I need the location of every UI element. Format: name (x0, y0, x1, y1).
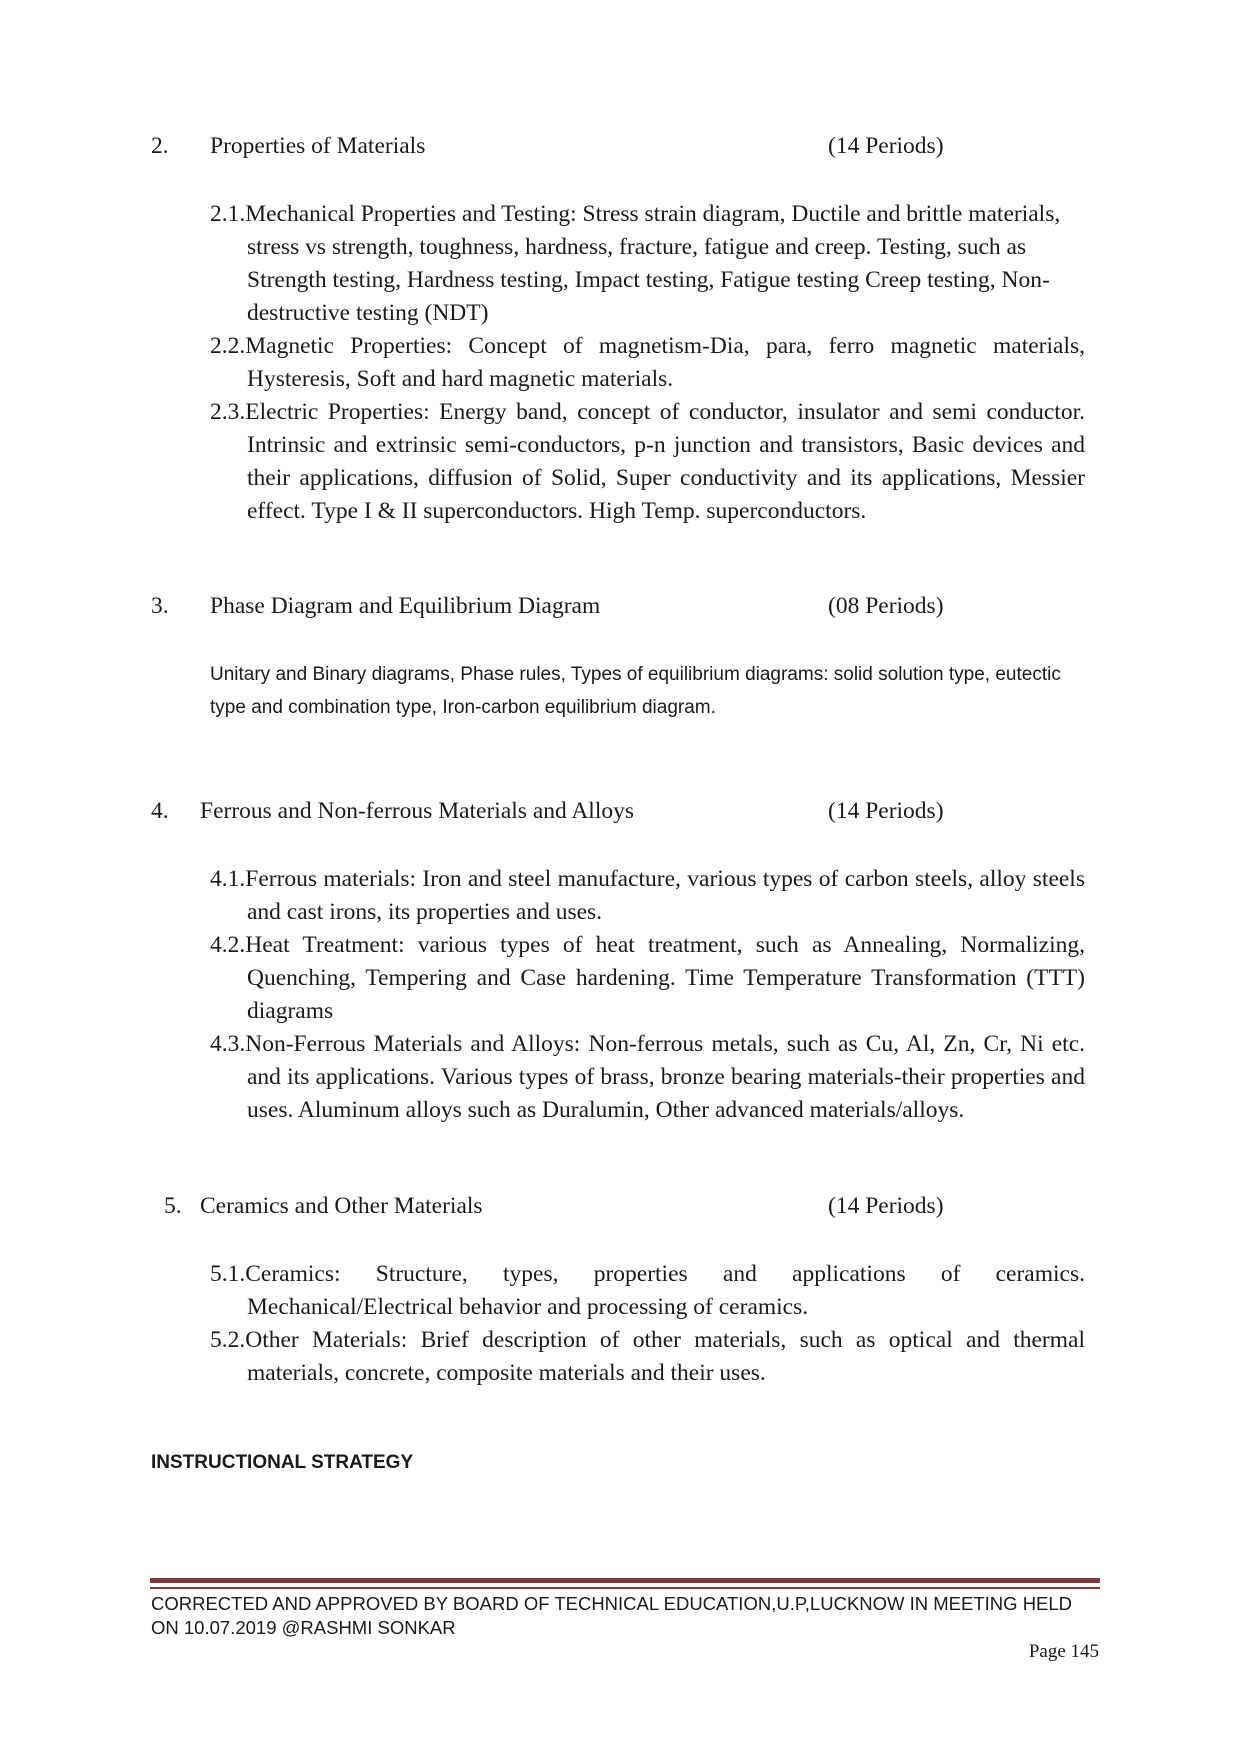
section-2-periods: (14 Periods) (828, 133, 944, 159)
section-3-title: Phase Diagram and Equilibrium Diagram (210, 593, 601, 619)
footer-rule-thick (150, 1578, 1100, 1583)
list-item-2-2 (210, 330, 1085, 396)
item-number: 5.1. (210, 1261, 246, 1287)
item-number: 5.2. (210, 1327, 246, 1353)
section-5-title: Ceramics and Other Materials (200, 1193, 483, 1219)
footer-line-1: CORRECTED AND APPROVED BY BOARD OF TECHNICAL EDUCATION,U.P,LUCKNOW IN MEETING HELD (151, 1593, 1073, 1614)
list-item-5-2 (210, 1324, 1085, 1390)
list-item-4-2 (210, 929, 1085, 1028)
section-3-body: Unitary and Binary diagrams, Phase rules, Types of equilibrium diagrams: solid solution type, eutectic type and combination type, Iron-carbon equilibrium diagram. (210, 664, 1061, 718)
item-number: 4.3. (210, 1031, 246, 1057)
item-text: Electric Properties: Energy band, concept of conductor, insulator and semi conductor. Intrinsic and extrinsic semi-conductors, p-n junction and transistors, Basic devices and their applications, diffusion of Solid, Super conductivity and its applications, Messier effect. Type I & II superconductors. High Temp. superconductors. (245, 399, 1085, 524)
footer-line-2: ON 10.07.2019 @RASHMI SONKAR (151, 1617, 456, 1638)
section-2-number: 2. (151, 133, 169, 159)
footer-rule-thin (150, 1587, 1100, 1589)
item-number: 4.1. (210, 866, 246, 892)
item-text: Mechanical Properties and Testing: Stress strain diagram, Ductile and brittle materials, stress vs strength, toughness, hardness, fracture, fatigue and creep. Testing, such as Strength testing, Hardness testing, Impact testing, Fatigue testing Creep testing, Non-destructive testing (NDT) (245, 201, 1061, 326)
instructional-strategy-heading: INSTRUCTIONAL STRATEGY (151, 1452, 414, 1473)
item-number: 2.3. (210, 399, 246, 425)
section-5-periods: (14 Periods) (828, 1193, 944, 1219)
item-text: Ceramics: Structure, types, properties and applications of ceramics. Mechanical/Electrical behavior and processing of ceramics. (245, 1261, 1085, 1320)
item-text: Magnetic Properties: Concept of magnetism-Dia, para, ferro magnetic materials, Hysteresis, Soft and hard magnetic materials. (245, 333, 1085, 392)
section-3-number: 3. (151, 593, 169, 619)
list-item-4-3 (210, 1028, 1085, 1127)
list-item-4-1 (210, 863, 1085, 929)
item-text: Non-Ferrous Materials and Alloys: Non-ferrous metals, such as Cu, Al, Zn, Cr, Ni etc. and its applications. Various types of brass, bronze bearing materials-their properties and uses. Aluminum alloys such as Duralumin, Other advanced materials/alloys. (245, 1031, 1085, 1123)
page-number: Page 145 (1028, 1641, 1099, 1662)
list-item-2-3 (210, 396, 1085, 528)
section-3-periods: (08 Periods) (828, 593, 944, 619)
section-4-number: 4. (151, 798, 169, 824)
item-number: 2.2. (210, 333, 246, 359)
section-5-number: 5. (164, 1193, 182, 1219)
section-4-periods: (14 Periods) (828, 798, 944, 824)
footer-approval-text (151, 1592, 1101, 1640)
item-text: Other Materials: Brief description of other materials, such as optical and thermal materials, concrete, composite materials and their uses. (245, 1327, 1085, 1386)
item-text: Ferrous materials: Iron and steel manufacture, various types of carbon steels, alloy steels and cast irons, its properties and uses. (245, 866, 1085, 925)
item-text: Heat Treatment: various types of heat treatment, such as Annealing, Normalizing, Quenching, Tempering and Case hardening. Time Temperature Transformation (TTT) diagrams (245, 932, 1085, 1024)
item-number: 4.2. (210, 932, 246, 958)
list-item-5-1 (210, 1258, 1085, 1324)
section-2-title: Properties of Materials (210, 133, 426, 159)
section-4-title: Ferrous and Non-ferrous Materials and Alloys (200, 798, 635, 824)
list-item-2-1 (210, 198, 1085, 330)
item-number: 2.1. (210, 201, 246, 227)
